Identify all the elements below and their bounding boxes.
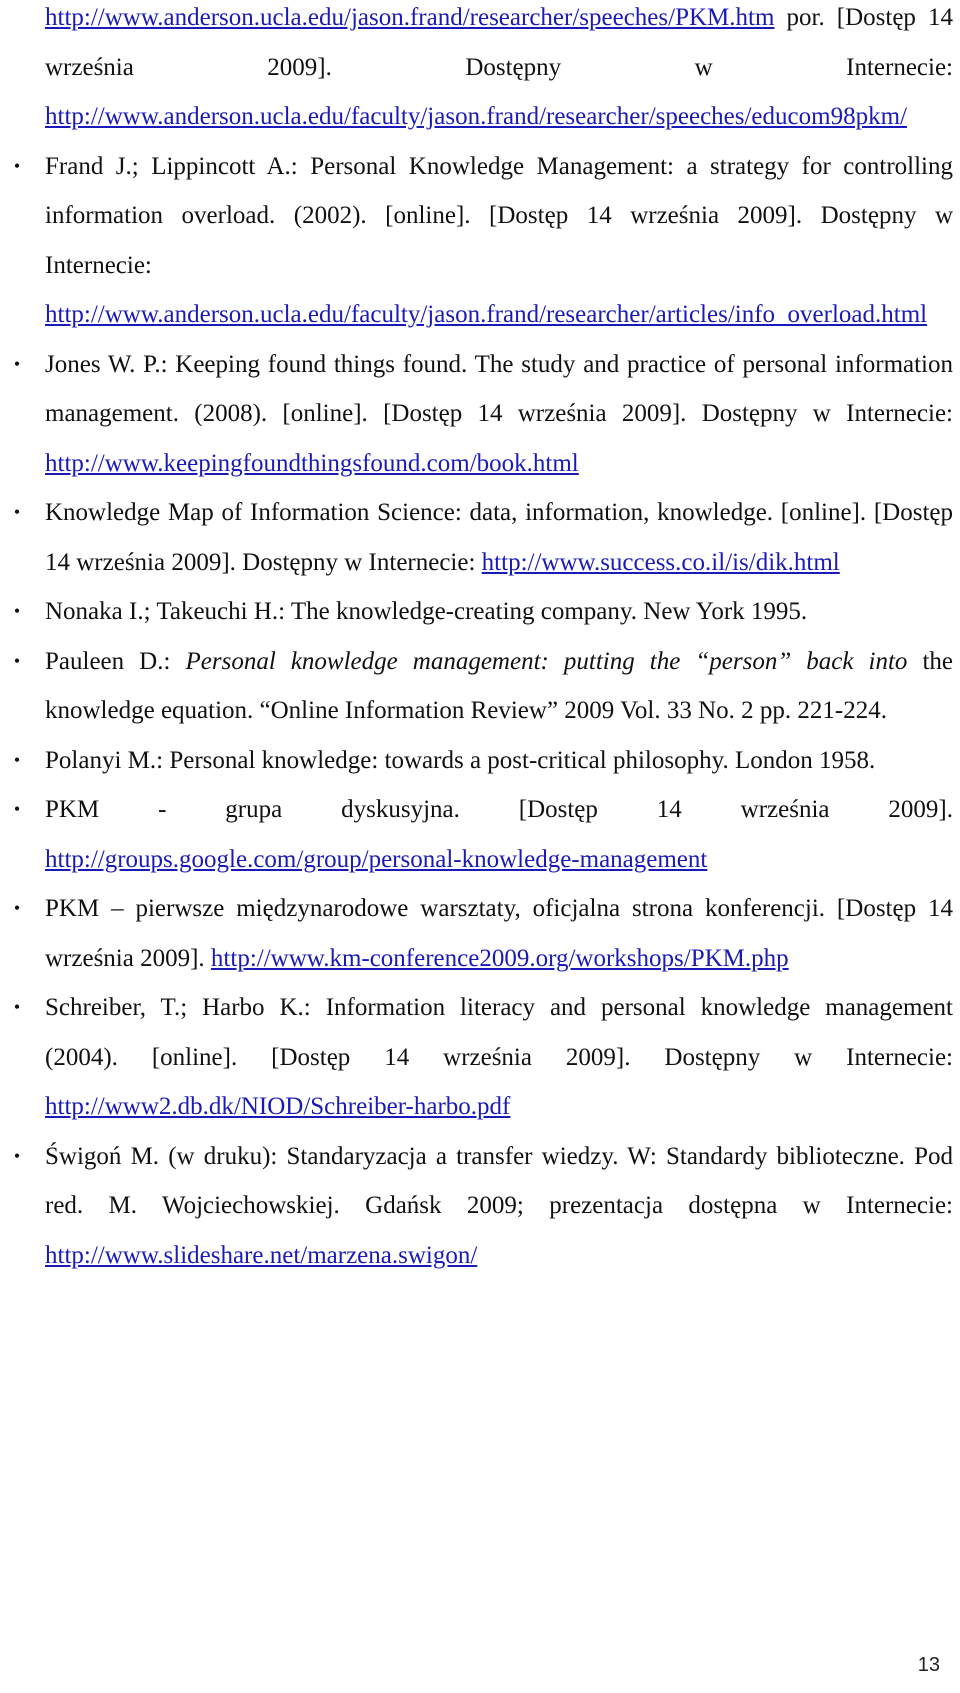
reference-title: Personal knowledge management: putting the “person” back into <box>185 647 908 675</box>
reference-item <box>13 785 953 884</box>
bullet-icon: • <box>13 155 21 176</box>
bullet-icon: • <box>13 502 21 522</box>
page-number: 13 <box>917 1654 940 1676</box>
reference-item <box>13 488 953 587</box>
reference-text: por. [Dostęp 14 września 2009]. Dostępny w Internecie: <box>45 4 953 81</box>
reference-link[interactable]: http://www.anderson.ucla.edu/faculty/jason.frand/researcher/speeches/educom98pkm/ <box>45 103 907 130</box>
bullet-icon: • <box>13 749 21 770</box>
reference-text: Frand J.; Lippincott A.: Personal Knowledge Management: a strategy for controlling information overload. (2002). [online]. [Dostęp 14 września 2009]. Dostępny w Internecie: <box>45 152 953 279</box>
bullet-icon: • <box>13 650 21 671</box>
reference-item <box>45 0 953 142</box>
reference-item <box>13 736 953 786</box>
reference-link[interactable]: http://www2.db.dk/NIOD/Schreiber-harbo.pdf <box>45 1093 511 1120</box>
reference-link[interactable]: http://groups.google.com/group/personal-knowledge-management <box>45 845 708 873</box>
reference-link[interactable]: http://www.success.co.il/is/dik.html <box>481 548 840 576</box>
reference-author: Pauleen D.: <box>45 647 186 675</box>
reference-item <box>13 983 953 1132</box>
bullet-icon: • <box>13 799 21 819</box>
bullet-icon: • <box>13 601 21 621</box>
reference-text: Schreiber, T.; Harbo K.: Information literacy and personal knowledge management (2004). [online]. [Dostęp 14 września 2009]. Dostępny w Internecie: <box>45 994 953 1071</box>
reference-text: Knowledge Map of Information Science: data, information, knowledge. [online]. [Dostęp 14 września 2009]. Dostępny w Internecie: <box>45 499 953 576</box>
reference-item <box>13 340 953 489</box>
reference-text: Jones W. P.: Keeping found things found. The study and practice of personal information management. (2008). [online]. [Dostęp 14 września 2009]. Dostępny w Internecie: <box>45 350 953 427</box>
reference-link[interactable]: http://www.km-conference2009.org/workshops/PKM.php <box>210 944 789 972</box>
bullet-icon: • <box>13 353 21 374</box>
reference-item <box>13 1132 953 1281</box>
reference-link[interactable]: http://www.slideshare.net/marzena.swigon/ <box>45 1241 478 1269</box>
reference-link[interactable]: http://www.keepingfoundthingsfound.com/book.html <box>45 449 579 477</box>
reference-item <box>13 142 953 340</box>
bullet-icon: • <box>13 1145 21 1166</box>
reference-item <box>13 587 953 637</box>
reference-text: PKM – pierwsze międzynarodowe warsztaty, oficjalna strona konferencji. [Dostęp 14 września 2009]. <box>45 895 953 972</box>
reference-text: Nonaka I.; Takeuchi H.: The knowledge-creating company. New York 1995. <box>45 598 808 625</box>
bullet-icon: • <box>13 997 21 1017</box>
reference-text: Polanyi M.: Personal knowledge: towards a post-critical philosophy. London 1958. <box>45 746 876 774</box>
reference-item <box>13 884 953 983</box>
reference-text: the knowledge equation. “Online Information Review” 2009 Vol. 33 No. 2 pp. 221-224. <box>45 647 954 724</box>
reference-link[interactable]: http://www.anderson.ucla.edu/jason.frand/researcher/speeches/PKM.htm <box>45 4 775 31</box>
reference-item <box>13 637 954 736</box>
bullet-icon: • <box>13 898 21 918</box>
reference-text: PKM - grupa dyskusyjna. [Dostęp 14 września 2009]. <box>45 796 953 823</box>
reference-link[interactable]: http://www.anderson.ucla.edu/faculty/jason.frand/researcher/articles/info_overload.html <box>45 301 928 328</box>
bibliography-list <box>13 0 954 1280</box>
reference-text: Świgoń M. (w druku): Standaryzacja a transfer wiedzy. W: Standardy biblioteczne. Pod red. M. Wojciechowskiej. Gdańsk 2009; prezentacja dostępna w Internecie: <box>45 1142 953 1219</box>
